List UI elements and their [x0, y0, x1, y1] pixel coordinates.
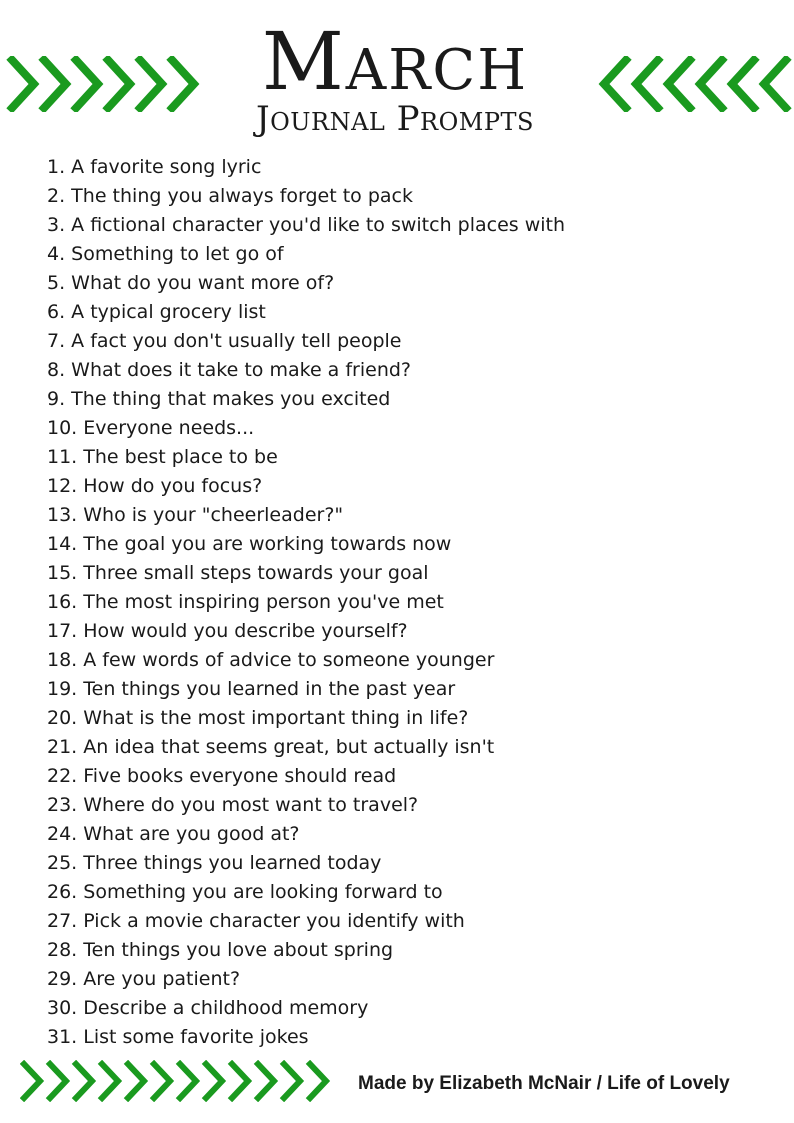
prompt-item: 10. Everyone needs...	[47, 417, 255, 439]
prompt-item: 31. List some favorite jokes	[47, 1026, 309, 1048]
prompt-item: 7. A fact you don't usually tell people	[47, 330, 402, 352]
prompt-item: 24. What are you good at?	[47, 823, 300, 845]
prompt-item: 27. Pick a movie character you identify with	[47, 910, 465, 932]
prompt-item: 6. A typical grocery list	[47, 301, 266, 323]
chevron-left-icon	[598, 56, 792, 112]
prompt-item: 19. Ten things you learned in the past year	[47, 678, 456, 700]
prompt-item: 30. Describe a childhood memory	[47, 997, 369, 1019]
page-subtitle: Journal Prompts	[256, 99, 534, 139]
prompt-item: 11. The best place to be	[47, 446, 278, 468]
prompt-item: 23. Where do you most want to travel?	[47, 794, 419, 816]
prompt-item: 22. Five books everyone should read	[47, 765, 397, 787]
chevron-right-icon	[6, 56, 200, 112]
prompt-item: 25. Three things you learned today	[47, 852, 382, 874]
prompt-item: 4. Something to let go of	[47, 243, 284, 265]
prompt-item: 17. How would you describe yourself?	[47, 620, 408, 642]
prompt-item: 13. Who is your "cheerleader?"	[47, 504, 344, 526]
prompt-item: 3. A fictional character you'd like to switch places with	[47, 214, 566, 236]
prompt-item: 1. A favorite song lyric	[47, 156, 262, 178]
prompt-list	[47, 153, 565, 1052]
footer-credit: Made by Elizabeth McNair / Life of Lovely	[358, 1073, 730, 1094]
prompt-item: 21. An idea that seems great, but actually isn't	[47, 736, 495, 758]
prompt-item: 14. The goal you are working towards now	[47, 533, 452, 555]
prompt-item: 12. How do you focus?	[47, 475, 263, 497]
prompt-item: 16. The most inspiring person you've met	[47, 591, 444, 613]
page-title: March	[261, 15, 529, 108]
prompt-item: 5. What do you want more of?	[47, 272, 335, 294]
prompt-item: 26. Something you are looking forward to	[47, 881, 443, 903]
prompt-item: 18. A few words of advice to someone younger	[47, 649, 495, 671]
prompt-item: 29. Are you patient?	[47, 968, 241, 990]
prompt-item: 9. The thing that makes you excited	[47, 388, 391, 410]
prompt-item: 8. What does it take to make a friend?	[47, 359, 412, 381]
prompt-item: 28. Ten things you love about spring	[47, 939, 394, 961]
chevron-right-icon	[20, 1060, 338, 1102]
prompt-item: 15. Three small steps towards your goal	[47, 562, 429, 584]
prompt-item: 2. The thing you always forget to pack	[47, 185, 413, 207]
prompt-item: 20. What is the most important thing in life?	[47, 707, 469, 729]
